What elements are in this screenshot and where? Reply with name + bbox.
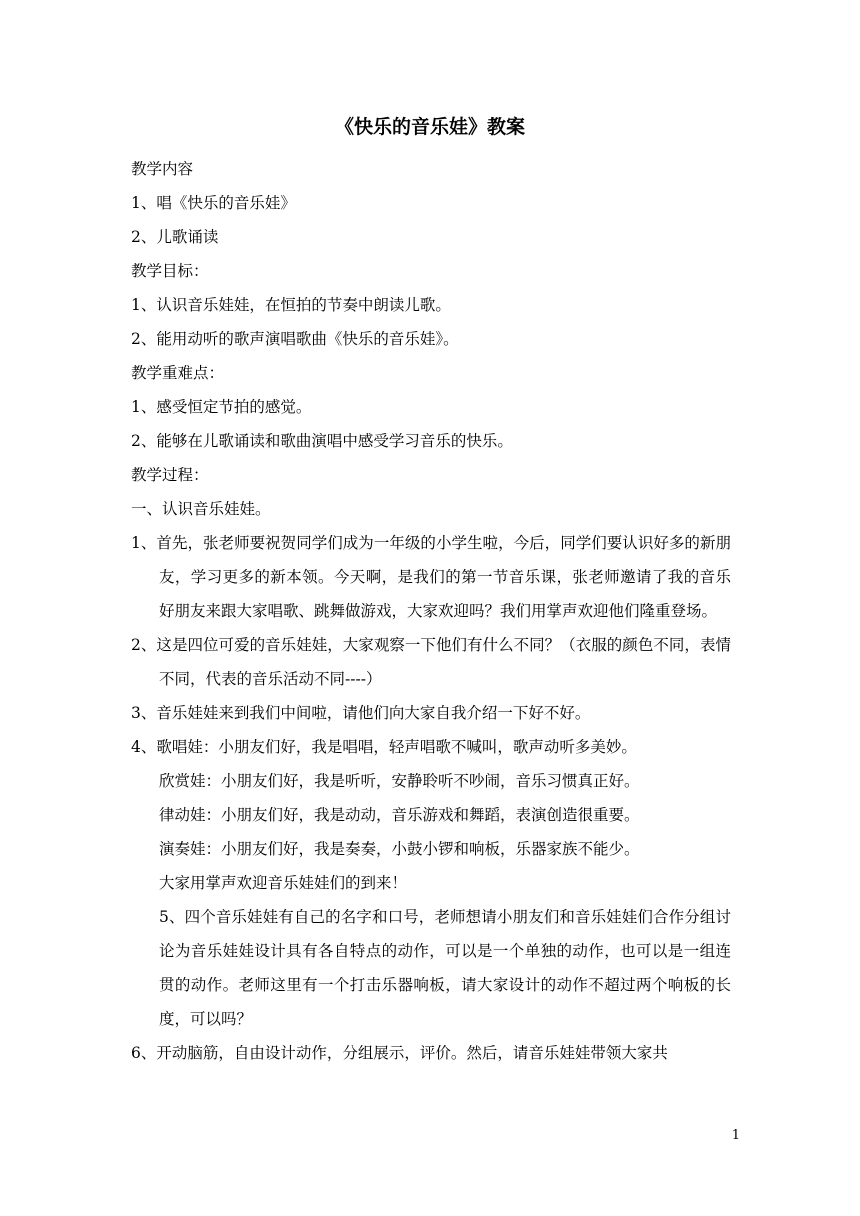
process-heading: 教学过程： bbox=[131, 466, 209, 484]
step-paragraph: 6、开动脑筋，自由设计动作，分组展示，评价。然后，请音乐娃娃带领大家共 bbox=[131, 1044, 668, 1062]
step-paragraph: 2、这是四位可爱的音乐娃娃，大家观察一下他们有什么不同？（衣服的颜色不同，表情不同，代表的音乐活动不同----） bbox=[131, 636, 731, 688]
document-body bbox=[131, 152, 731, 1070]
goal-item: 2、能用动听的歌声演唱歌曲《快乐的音乐娃》。 bbox=[131, 330, 459, 348]
doll-intro-line: 律动娃：小朋友们好，我是动动，音乐游戏和舞蹈，表演创造很重要。 bbox=[159, 806, 640, 824]
goal-item: 1、认识音乐娃娃，在恒拍的节奏中朗读儿歌。 bbox=[131, 296, 451, 314]
doll-intro-line: 大家用掌声欢迎音乐娃娃们的到来！ bbox=[159, 874, 408, 892]
step-paragraph: 5、四个音乐娃娃有自己的名字和口号，老师想请小朋友们和音乐娃娃们合作分组讨论为音乐娃娃设计具有各自特点的动作，可以是一个单独的动作，也可以是一组连贯的动作。老师这里有一个打击乐器响板，请大家设计的动作不超过两个响板的长度，可以吗？ bbox=[159, 908, 731, 1028]
step-paragraph: 1、首先，张老师要祝贺同学们成为一年级的小学生啦，今后，同学们要认识好多的新朋友，学习更多的新本领。今天啊，是我们的第一节音乐课，张老师邀请了我的音乐好朋友来跟大家唱歌、跳舞做游戏，大家欢迎吗？我们用掌声欢迎他们隆重登场。 bbox=[131, 534, 731, 620]
step-paragraph: 4、歌唱娃：小朋友们好，我是唱唱，轻声唱歌不喊叫，歌声动听多美妙。 bbox=[131, 738, 637, 756]
key-point-item: 1、感受恒定节拍的感觉。 bbox=[131, 398, 312, 416]
goals-heading: 教学目标： bbox=[131, 262, 209, 280]
step-paragraph: 3、音乐娃娃来到我们中间啦，请他们向大家自我介绍一下好不好。 bbox=[131, 704, 591, 722]
section-heading: 一、认识音乐娃娃。 bbox=[131, 500, 271, 518]
content-item: 2、儿歌诵读 bbox=[131, 228, 219, 246]
key-point-item: 2、能够在儿歌诵读和歌曲演唱中感受学习音乐的快乐。 bbox=[131, 432, 513, 450]
key-points-heading: 教学重难点： bbox=[131, 364, 225, 382]
content-item: 1、唱《快乐的音乐娃》 bbox=[131, 194, 296, 212]
doll-intro-line: 欣赏娃：小朋友们好，我是听听，安静聆听不吵闹，音乐习惯真正好。 bbox=[159, 772, 640, 790]
content-heading: 教学内容 bbox=[131, 160, 194, 178]
page-number: 1 bbox=[731, 1128, 740, 1143]
page-title: 《快乐的音乐娃》教案 bbox=[334, 116, 525, 138]
doll-intro-line: 演奏娃：小朋友们好，我是奏奏，小鼓小锣和响板，乐器家族不能少。 bbox=[159, 840, 640, 858]
